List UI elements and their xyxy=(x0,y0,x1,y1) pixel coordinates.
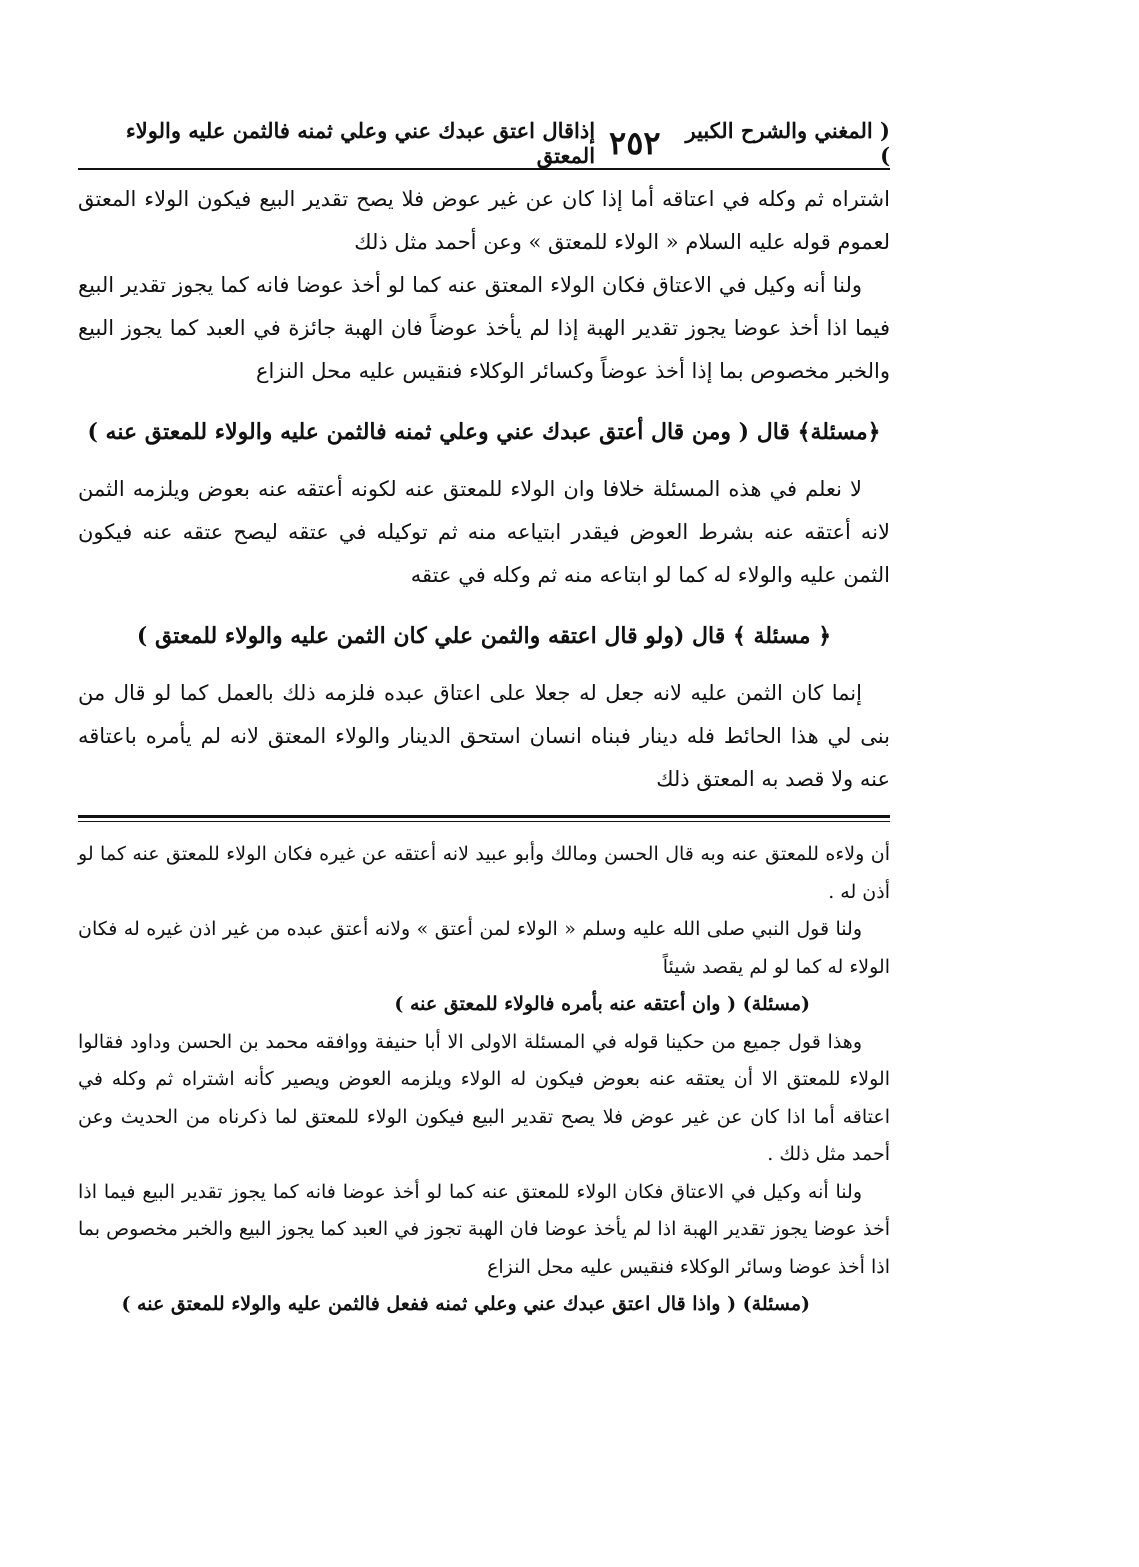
commentary-text xyxy=(78,836,890,1324)
masala-heading: (مسئلة) ( وان أعتقه عنه بأمره فالولاء للمعتق عنه ) xyxy=(394,993,810,1015)
paragraph: ولنا أنه وكيل في الاعتاق فكان الولاء المعتق عنه كما لو أخذ عوضا فانه كما يجوز تقدير البيع فيما اذا أخذ عوضا يجوز تقدير الهبة إذا لم يأخذ عوضاً فان الهبة جائزة في العبد كما يجوز البيع والخبر مخصوص بما إذا أخذ عوضاً وكسائر الوكلاء فنقيس عليه محل النزاع xyxy=(78,273,890,383)
masala-heading: ﴿ مسئلة ﴾ قال (ولو قال اعتقه والثمن علي كان الثمن عليه والولاء للمعتق ) xyxy=(136,623,832,649)
paragraph: إنما كان الثمن عليه لانه جعل له جعلا على اعتاق عبده فلزمه ذلك بالعمل كما لو قال من بنى لي هذا الحائط فله دينار فبناه انسان استحق الدينار والولاء المعتق لانه لم يأمره باعتاقه عنه ولا قصد به المعتق ذلك xyxy=(78,681,890,791)
book-title: ( المغني والشرح الكبير ) xyxy=(685,118,890,168)
commentary-paragraph: ولنا أنه وكيل في الاعتاق فكان الولاء للمعتق عنه كما لو أخذ عوضا فانه كما يجوز تقدير البيع فيما اذا أخذ عوضا يجوز تقدير الهبة اذا لم يأخذ عوضا فان الهبة تجوز في العبد كما يجوز البيع والخبر مخصوص بما اذا أخذ عوضا وسائر الوكلاء فنقيس عليه محل النزاع xyxy=(78,1180,890,1278)
header-right-group xyxy=(78,118,675,168)
book-page xyxy=(78,118,890,1324)
commentary-paragraph: ولنا قول النبي صلى الله عليه وسلم « الولاء لمن أعتق » ولانه أعتق عبده من غير اذن غيره له فكان الولاء له كما لو لم يقصد شيئاً xyxy=(78,918,890,978)
masala-heading: (مسئلة) ( واذا قال اعتق عبدك عني وعلي ثمنه ففعل فالثمن عليه والولاء للمعتق عنه ) xyxy=(121,1293,810,1315)
running-title: إذاقال اعتق عبدك عني وعلي ثمنه فالثمن عليه والولاء المعتق xyxy=(125,118,596,168)
masala-heading: ﴿مسئلة﴾ قال ( ومن قال أعتق عبدك عني وعلي ثمنه فالثمن عليه والولاء للمعتق عنه ) xyxy=(87,419,881,445)
main-text xyxy=(78,178,890,801)
page-number: ٢٥٢ xyxy=(609,124,661,162)
commentary-paragraph: أن ولاءه للمعتق عنه وبه قال الحسن ومالك وأبو عبيد لانه أعتقه عن غيره فكان الولاء للمعتق عنه كما لو أذن له . xyxy=(78,843,890,903)
divider-rule xyxy=(78,815,890,822)
commentary-paragraph: وهذا قول جميع من حكينا قوله في المسئلة الاولى الا أبا حنيفة ووافقه محمد بن الحسن وداود فقالوا الولاء للمعتق الا أن يعتقه عنه بعوض فيكون له الولاء ويلزمه العوض ويصير كأنه اشتراه ثم وكله في اعتاقه أما اذا كان عن غير عوض فلا يصح تقدير البيع فيكون الولاء للمعتق لما ذكرناه من الحديث وعن أحمد مثل ذلك . xyxy=(78,1030,890,1165)
running-header xyxy=(78,118,890,170)
paragraph: اشتراه ثم وكله في اعتاقه أما إذا كان عن غير عوض فلا يصح تقدير البيع فيكون الولاء المعتق لعموم قوله عليه السلام « الولاء للمعتق » وعن أحمد مثل ذلك xyxy=(78,187,890,254)
paragraph: لا نعلم في هذه المسئلة خلافا وان الولاء للمعتق عنه لكونه أعتقه عنه بعوض ويلزمه الثمن لانه أعتقه عنه بشرط العوض فيقدر ابتياعه منه ثم توكيله في عتقه ليصح عتقه عنه فيكون الثمن عليه والولاء له كما لو ابتاعه منه ثم وكله في عتقه xyxy=(78,477,890,587)
